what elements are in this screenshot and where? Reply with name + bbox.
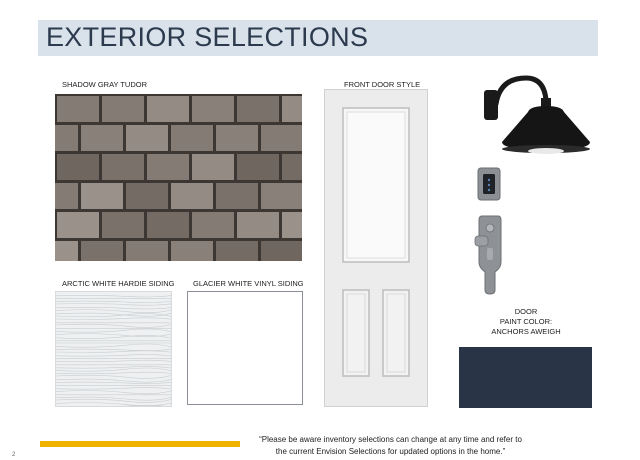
brick: [171, 241, 213, 261]
brick-swatch: [55, 94, 302, 261]
brick: [261, 241, 302, 261]
grain-line: [56, 388, 172, 390]
barn-light-icon: [478, 72, 596, 164]
brick: [81, 125, 123, 151]
door-drawing: [325, 90, 427, 406]
brick: [147, 96, 189, 122]
grain-line: [56, 329, 172, 332]
page-title: EXTERIOR SELECTIONS: [46, 22, 369, 52]
brick: [261, 183, 302, 209]
siding-texture: [56, 292, 172, 407]
brick: [216, 125, 258, 151]
grain-line: [56, 333, 172, 336]
grain-line: [56, 295, 172, 297]
brick: [192, 96, 234, 122]
grain-line: [56, 349, 172, 351]
paint-color-swatch: [459, 347, 592, 408]
brick: [237, 212, 279, 238]
brick: [57, 154, 99, 180]
grain-line: [56, 402, 172, 405]
paint-label-line-2: PAINT COLOR:: [499, 317, 553, 326]
brick: [126, 125, 168, 151]
brick: [55, 183, 78, 209]
brick: [126, 241, 168, 261]
page-number: 2: [12, 452, 16, 458]
brick: [126, 183, 168, 209]
brick-pattern: [55, 94, 302, 261]
front-door-image: [324, 89, 428, 407]
disclaimer-line-1: “Please be aware inventory selections can change at any time and refer to: [259, 435, 522, 444]
grain-line: [56, 372, 172, 374]
door-label: FRONT DOOR STYLE: [344, 80, 421, 89]
brick: [171, 183, 213, 209]
brick: [57, 96, 99, 122]
grain-line: [56, 406, 172, 407]
grain-line: [56, 301, 172, 303]
brick: [237, 154, 279, 180]
door-handle-icon: [473, 214, 507, 296]
grain-line: [56, 390, 172, 393]
grain-line: [56, 360, 172, 362]
brick: [192, 154, 234, 180]
brick: [102, 96, 144, 122]
brick: [102, 154, 144, 180]
brick: [147, 212, 189, 238]
disclaimer-line-2: the current Envision Selections for updated options in the home.”: [275, 446, 506, 456]
grain-line: [56, 309, 172, 312]
brick: [55, 241, 78, 261]
brick: [81, 183, 123, 209]
vinyl-label: GLACIER WHITE VINYL SIDING: [193, 279, 304, 288]
grain-line: [56, 397, 172, 400]
hardie-siding-swatch: [55, 291, 172, 407]
brick: [282, 96, 302, 122]
brick: [282, 212, 302, 238]
paint-label-line-3: ANCHORS AWEIGH: [491, 327, 561, 336]
grain-line: [56, 368, 172, 371]
brick: [147, 154, 189, 180]
brick: [282, 154, 302, 180]
brick: [261, 125, 302, 151]
brick-label: SHADOW GRAY TUDOR: [62, 80, 148, 89]
brick: [237, 96, 279, 122]
grain-line: [56, 324, 172, 327]
grain-line: [56, 355, 172, 357]
paint-label: [476, 307, 576, 337]
grain-line: [56, 379, 172, 382]
brick: [192, 212, 234, 238]
brick: [57, 212, 99, 238]
grain-line: [56, 318, 172, 320]
vinyl-siding-swatch: [187, 291, 303, 405]
grain-line: [56, 344, 172, 347]
hardie-label: ARCTIC WHITE HARDIE SIDING: [62, 279, 175, 288]
disclaimer: [248, 434, 533, 457]
smart-lock-icon: [476, 166, 502, 202]
brick: [171, 125, 213, 151]
brick: [216, 241, 258, 261]
grain-line: [56, 375, 172, 378]
title-banner: [38, 20, 598, 56]
brick: [55, 125, 78, 151]
grain-line: [56, 304, 172, 306]
grain-line: [56, 399, 172, 402]
brick: [216, 183, 258, 209]
grain-line: [56, 335, 172, 338]
brick: [81, 241, 123, 261]
grain-line: [56, 351, 172, 353]
brick: [102, 212, 144, 238]
accent-bar: [40, 441, 240, 447]
paint-label-line-1: DOOR: [514, 307, 538, 316]
grain-line: [56, 307, 172, 309]
